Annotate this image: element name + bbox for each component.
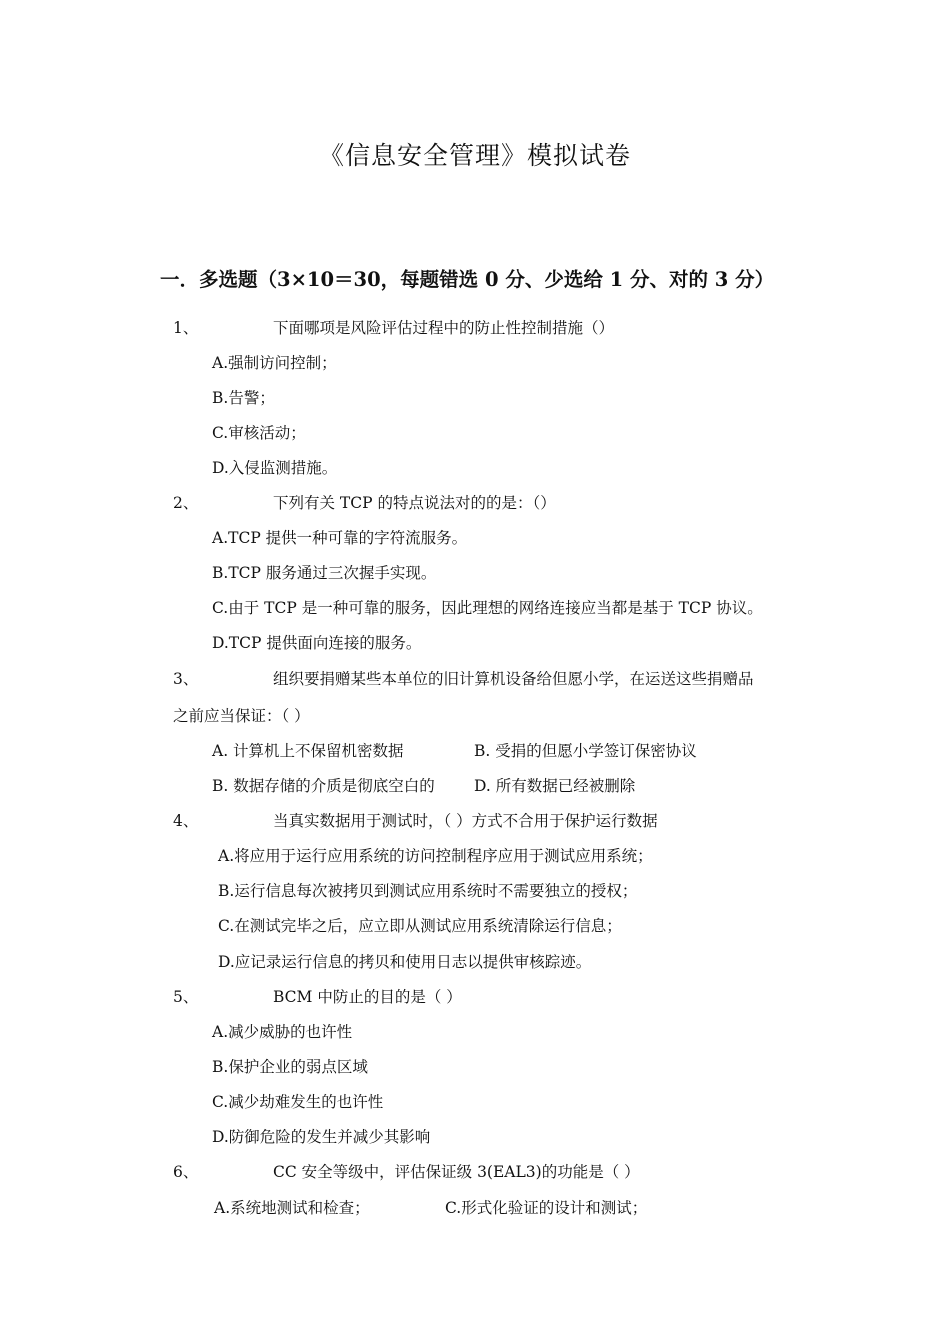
option-d: D.防御危险的发生并减少其影响	[212, 1128, 431, 1146]
option-d: D.TCP 提供面向连接的服务。	[212, 634, 422, 652]
option-a: A. 计算机上不保留机密数据	[212, 742, 404, 760]
question-stem: 组织要捐赠某些本单位的旧计算机设备给但愿小学，在运送这些捐赠品	[273, 670, 754, 688]
option-c: C.形式化验证的设计和测试；	[445, 1199, 648, 1217]
option-a: A.将应用于运行应用系统的访问控制程序应用于测试应用系统；	[218, 847, 653, 865]
question-number: 4、	[173, 812, 199, 830]
option-b: B.保护企业的弱点区域	[212, 1058, 368, 1076]
document-title: 《信息安全管理》模拟试卷	[318, 141, 631, 170]
option-c: C.由于 TCP 是一种可靠的服务，因此理想的网络连接应当都是基于 TCP 协议。	[212, 599, 763, 617]
option-c: C.减少劫难发生的也许性	[212, 1093, 384, 1111]
question-number: 1、	[173, 319, 199, 337]
question-number: 3、	[173, 670, 199, 688]
option-b: B.运行信息每次被拷贝到测试应用系统时不需要独立的授权；	[218, 882, 638, 900]
option-a: A.强制访问控制；	[212, 354, 337, 372]
question-stem: CC 安全等级中，评估保证级 3(EAL3)的功能是（ ）	[273, 1163, 640, 1181]
option-b: B. 受捐的但愿小学签订保密协议	[474, 742, 697, 760]
option-c: B. 数据存储的介质是彻底空白的	[212, 777, 435, 795]
question-stem: 下面哪项是风险评估过程中的防止性控制措施（）	[273, 319, 615, 337]
section-heading: 一．多选题（3×10＝30，每题错选 0 分、少选给 1 分、对的 3 分）	[160, 268, 775, 291]
option-d: D.入侵监测措施。	[212, 459, 338, 477]
option-b: B.告警；	[212, 389, 275, 407]
option-b: B.TCP 服务通过三次握手实现。	[212, 564, 437, 582]
option-a: A.TCP 提供一种可靠的字符流服务。	[212, 529, 468, 547]
option-d: D.应记录运行信息的拷贝和使用日志以提供审核踪迹。	[218, 953, 592, 971]
option-c: C.审核活动；	[212, 424, 306, 442]
question-number: 5、	[173, 988, 199, 1006]
question-number: 2、	[173, 494, 199, 512]
option-a: A.系统地测试和检查；	[214, 1199, 370, 1217]
question-stem-continuation: 之前应当保证：（ ）	[173, 707, 310, 725]
question-stem: 当真实数据用于测试时，（ ）方式不合用于保护运行数据	[273, 812, 658, 830]
question-stem: BCM 中防止的目的是（ ）	[273, 988, 462, 1006]
question-number: 6、	[173, 1163, 199, 1181]
option-a: A.减少威胁的也许性	[212, 1023, 353, 1041]
option-d: D. 所有数据已经被删除	[474, 777, 636, 795]
option-c: C.在测试完毕之后，应立即从测试应用系统清除运行信息；	[218, 917, 622, 935]
question-stem: 下列有关 TCP 的特点说法对的的是：（）	[273, 494, 556, 512]
